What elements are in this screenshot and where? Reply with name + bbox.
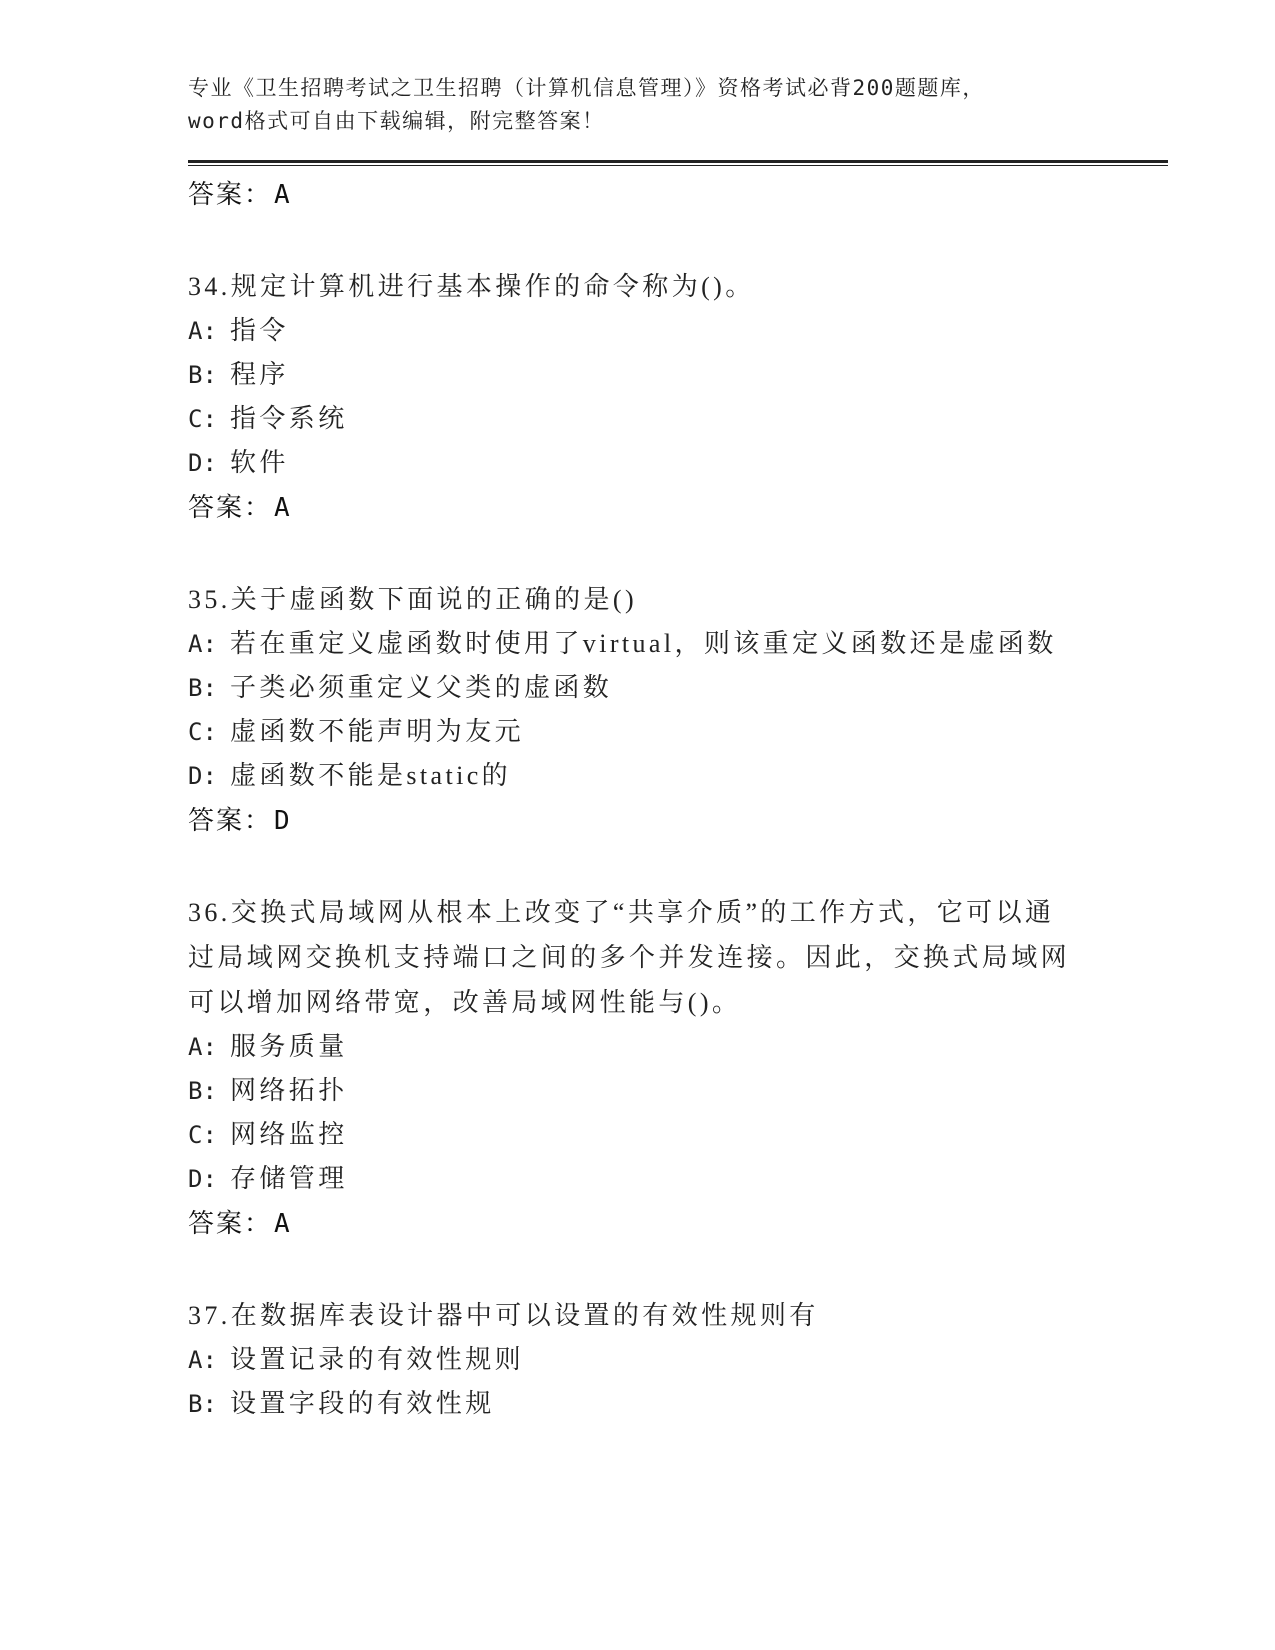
answer-value: A bbox=[274, 493, 292, 523]
option-item bbox=[188, 397, 1168, 441]
option-item bbox=[188, 666, 1168, 710]
answer-line bbox=[188, 1201, 1168, 1247]
header-title-line-1: 专业《卫生招聘考试之卫生招聘（计算机信息管理）》资格考试必背200题题库， bbox=[188, 76, 985, 100]
option-item bbox=[188, 353, 1168, 397]
option-key: A: bbox=[188, 630, 217, 658]
question-text: 37.在数据库表设计器中可以设置的有效性规则有 bbox=[188, 1301, 819, 1330]
question-block bbox=[188, 264, 1168, 531]
option-item bbox=[188, 309, 1168, 353]
answer-label: 答案： bbox=[188, 180, 273, 210]
option-key: B: bbox=[188, 361, 217, 389]
option-text: 设置字段的有效性规 bbox=[230, 1389, 495, 1418]
option-item bbox=[188, 1025, 1168, 1069]
option-item bbox=[188, 1157, 1168, 1201]
option-text: 网络拓扑 bbox=[230, 1076, 348, 1105]
option-text: 设置记录的有效性规则 bbox=[230, 1345, 525, 1374]
option-key: B: bbox=[188, 1077, 217, 1105]
option-key: D: bbox=[188, 449, 217, 477]
option-text: 服务质量 bbox=[230, 1032, 348, 1061]
option-key: C: bbox=[188, 718, 217, 746]
document-header bbox=[188, 72, 1168, 138]
question-text: 34.规定计算机进行基本操作的命令称为()。 bbox=[188, 272, 755, 301]
option-key: B: bbox=[188, 1390, 217, 1418]
option-text: 软件 bbox=[230, 448, 289, 477]
answer-label: 答案： bbox=[188, 1209, 273, 1239]
option-key: B: bbox=[188, 674, 217, 702]
answer-value: A bbox=[274, 180, 292, 210]
option-key: A: bbox=[188, 1346, 217, 1374]
question-block bbox=[188, 1293, 1168, 1426]
option-item bbox=[188, 1338, 1168, 1382]
option-text: 网络监控 bbox=[230, 1120, 348, 1149]
option-key: D: bbox=[188, 1165, 217, 1193]
answer-label: 答案： bbox=[188, 806, 273, 836]
question-text: 35.关于虚函数下面说的正确的是() bbox=[188, 585, 638, 614]
option-key: A: bbox=[188, 317, 217, 345]
option-item bbox=[188, 710, 1168, 754]
option-key: C: bbox=[188, 1121, 217, 1149]
header-title-line-2: word格式可自由下载编辑，附完整答案！ bbox=[188, 109, 605, 133]
answer-line bbox=[188, 172, 1168, 218]
answer-line bbox=[188, 798, 1168, 844]
option-item bbox=[188, 1382, 1168, 1426]
option-item bbox=[188, 754, 1168, 798]
option-item bbox=[188, 1069, 1168, 1113]
option-text: 存储管理 bbox=[230, 1164, 348, 1193]
option-item bbox=[188, 1113, 1168, 1157]
option-text: 子类必须重定义父类的虚函数 bbox=[230, 673, 613, 702]
option-key: C: bbox=[188, 405, 217, 433]
option-item bbox=[188, 622, 1168, 666]
answer-value: D bbox=[274, 806, 292, 836]
option-item bbox=[188, 441, 1168, 485]
option-text: 指令系统 bbox=[230, 404, 348, 433]
question-block bbox=[188, 577, 1168, 844]
question-block bbox=[188, 890, 1168, 1247]
header-divider bbox=[188, 160, 1168, 166]
option-text: 程序 bbox=[230, 360, 289, 389]
answer-value: A bbox=[274, 1209, 292, 1239]
answer-line bbox=[188, 485, 1168, 531]
question-text-line: 可以增加网络带宽，改善局域网性能与()。 bbox=[188, 988, 742, 1017]
question-text-line: 36.交换式局域网从根本上改变了“共享介质”的工作方式，它可以通 bbox=[188, 898, 1055, 927]
option-text: 若在重定义虚函数时使用了virtual，则该重定义函数还是虚函数 bbox=[230, 629, 1057, 658]
option-key: D: bbox=[188, 762, 217, 790]
answer-label: 答案： bbox=[188, 493, 273, 523]
option-text: 虚函数不能声明为友元 bbox=[230, 717, 525, 746]
option-text: 指令 bbox=[230, 316, 289, 345]
document-page bbox=[188, 72, 1168, 1426]
option-text: 虚函数不能是static的 bbox=[230, 761, 512, 790]
question-list bbox=[188, 172, 1168, 1426]
question-text-line: 过局域网交换机支持端口之间的多个并发连接。因此，交换式局域网 bbox=[188, 943, 1071, 972]
option-key: A: bbox=[188, 1033, 217, 1061]
